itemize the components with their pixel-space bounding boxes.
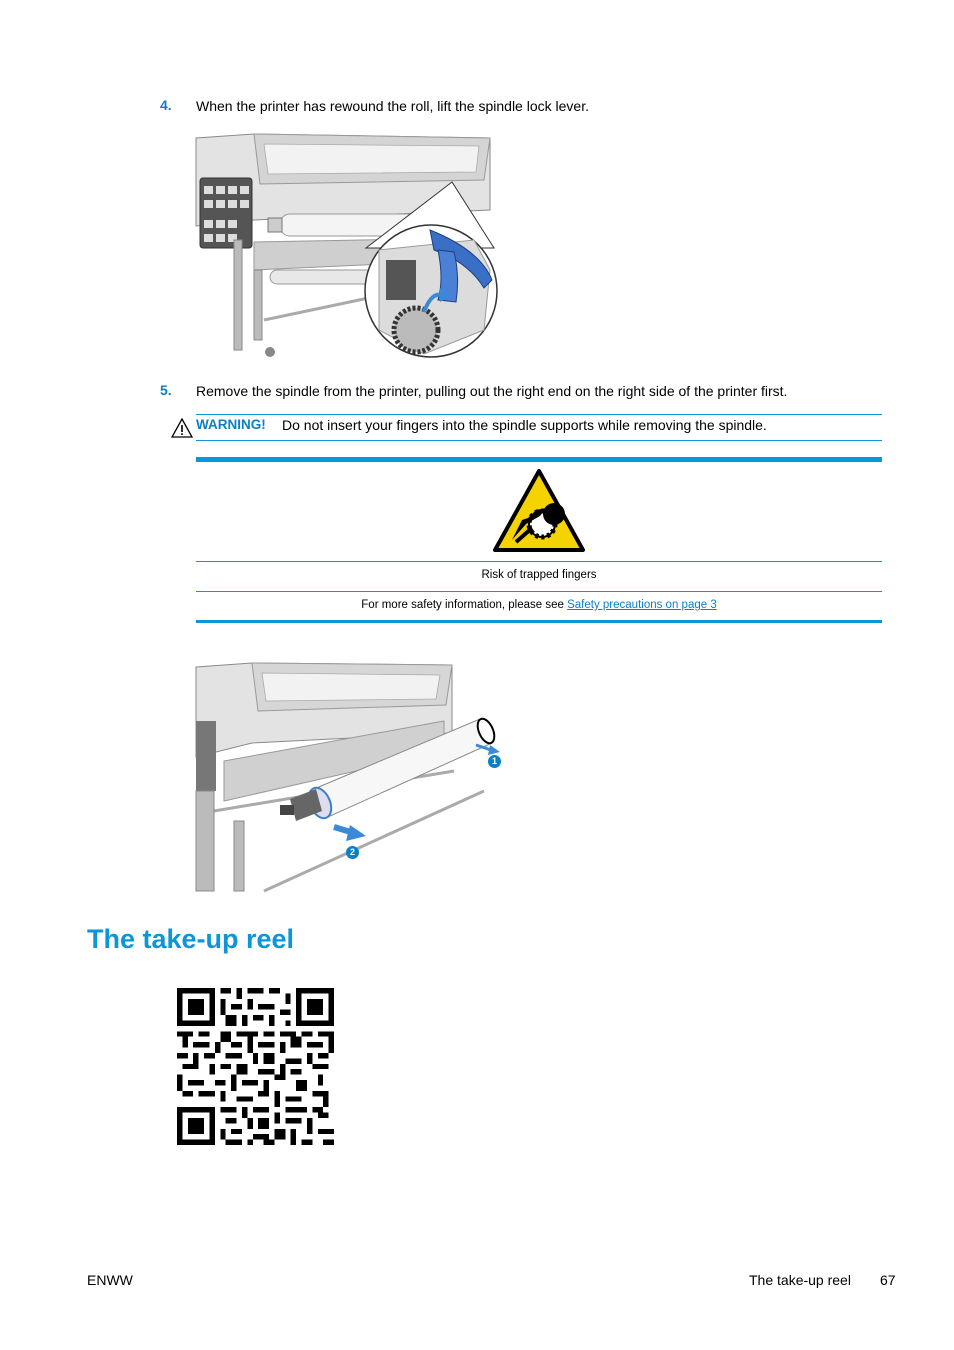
safety-box-divider-2 xyxy=(196,591,882,592)
callout-2-badge: 2 xyxy=(346,846,359,859)
section-title: The take-up reel xyxy=(87,924,295,954)
step-5-text: Remove the spindle from the printer, pulling out the right end on the right side of the printer first. xyxy=(196,383,788,399)
hazard-caption: Risk of trapped fingers xyxy=(481,569,597,581)
callout-1-badge: 1 xyxy=(488,755,501,768)
qr-code-image[interactable] xyxy=(177,988,334,1145)
safety-precautions-link[interactable]: Safety precautions on page 3 xyxy=(567,599,717,611)
warning-top-rule xyxy=(196,414,882,415)
step-5-number: 5. xyxy=(160,382,172,398)
step-4-text: When the printer has rewound the roll, lift the spindle lock lever. xyxy=(196,98,589,114)
footer-left: ENWW xyxy=(87,1272,133,1288)
warning-bottom-rule xyxy=(196,440,882,441)
safety-box-top-rule xyxy=(196,457,882,462)
safety-info-prefix: For more safety information, please see xyxy=(361,599,568,611)
warning-triangle-icon xyxy=(171,418,193,438)
trapped-fingers-hazard-icon xyxy=(492,468,586,554)
remove-spindle-illustration xyxy=(194,661,506,895)
safety-info-line xyxy=(196,599,882,611)
spindle-lock-lever-illustration xyxy=(194,130,500,360)
safety-box-bottom-rule xyxy=(196,620,882,623)
footer-section-title: The take-up reel xyxy=(749,1272,851,1288)
safety-box-divider-1 xyxy=(196,561,882,562)
footer-page-number: 67 xyxy=(880,1272,896,1288)
warning-label: WARNING! xyxy=(196,417,266,432)
warning-text: Do not insert your fingers into the spindle supports while removing the spindle. xyxy=(282,417,767,433)
step-4-number: 4. xyxy=(160,97,172,113)
